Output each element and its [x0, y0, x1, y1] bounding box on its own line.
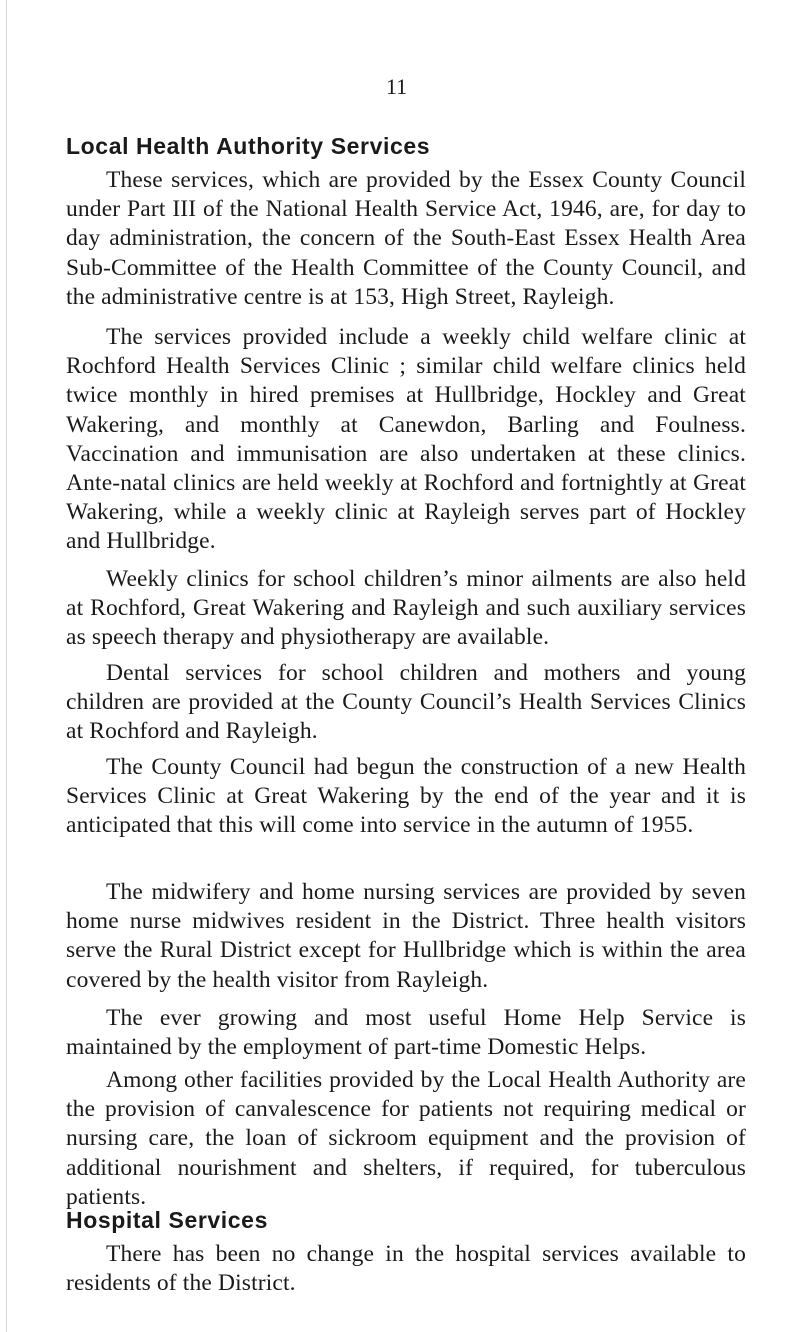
page-edge [6, 0, 7, 1332]
paragraph-midwifery: The midwifery and home nursing services are provided by seven home nurse midwives resident in the District. Three health visitors serve the Rural District except for Hullbridge which is within the area covered by the health visitor from Rayleigh. [66, 879, 746, 993]
paragraph-clinics: The services provided include a weekly child welfare clinic at Rochford Health Services Clinic ; similar child welfare clinics held twice monthly in hired premises at Hullbridge, Hockley and Great Wakering, and monthly at Canewdon, Barling and Foulness. Vaccination and immunisation are also undertaken at these clinics. Ante-natal clinics are held weekly at Rochford and fortnightly at Great Wakering, while a weekly clinic at Rayleigh serves part of Hockley and Hullbridge. [66, 324, 746, 555]
section-heading-local-health: Local Health Authority Services [66, 133, 431, 159]
page-number: 11 [386, 74, 408, 99]
paragraph-home-help: The ever growing and most useful Home Help Service is maintained by the employment of part-time Domestic Helps. [66, 1005, 746, 1061]
paragraph-dental-services: Dental services for school children and mothers and young children are provided at the County Council’s Health Services Clinics at Rochford and Rayleigh. [66, 660, 746, 745]
paragraph-hospital-services: There has been no change in the hospital services available to residents of the District. [66, 1241, 746, 1297]
paragraph-other-facilities: Among other facilities provided by the Local Health Authority are the provision of canvalescence for patients not requiring medical or nursing care, the loan of sickroom equipment and the provision of additional nourishment and shelters, if required, for tuberculous patients. [66, 1067, 746, 1210]
paragraph-new-clinic: The County Council had begun the construction of a new Health Services Clinic at Great Wakering by the end of the year and it is anticipated that this will come into service in the autumn of 1955. [66, 754, 746, 839]
paragraph-school-clinics: Weekly clinics for school children’s minor ailments are also held at Rochford, Great Wakering and Rayleigh and such auxiliary services as speech therapy and physiotherapy are available. [66, 566, 746, 651]
paragraph-services-overview: These services, which are provided by the Essex County Council under Part III of the National Health Service Act, 1946, are, for day to day administration, the concern of the South-East Essex Health Area Sub-Committee of the Health Committee of the County Council, and the administrative centre is at 153, High Street, Rayleigh. [66, 167, 746, 310]
section-heading-hospital: Hospital Services [66, 1207, 268, 1233]
